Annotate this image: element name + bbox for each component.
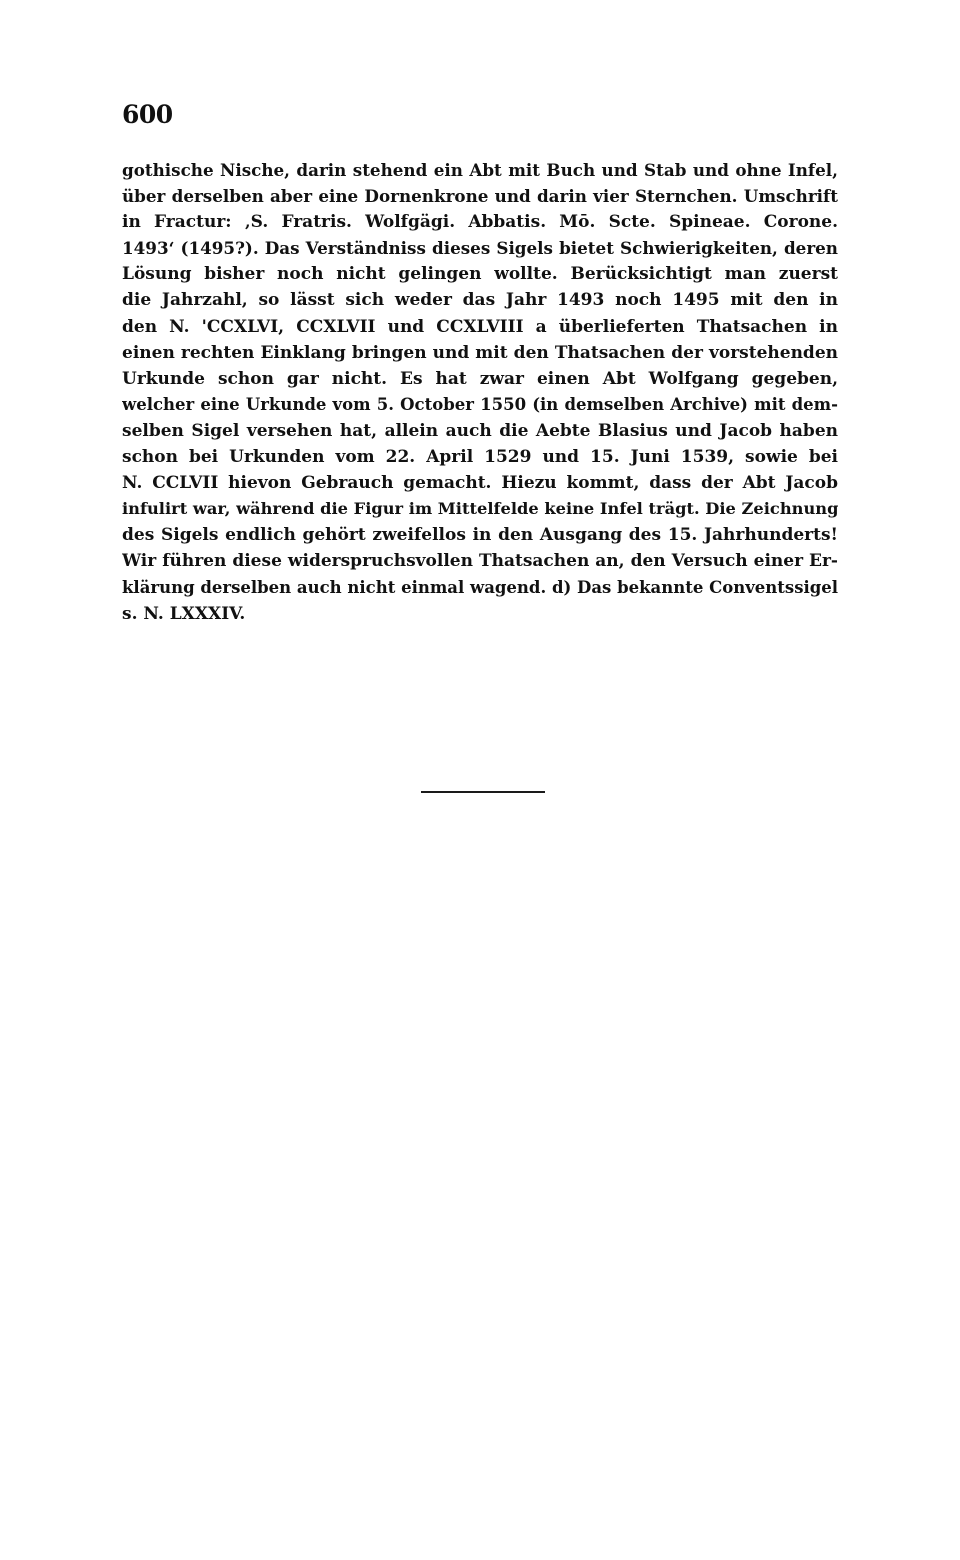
text-line: gothische Nische, darin stehend ein Abt mit Buch und Stab und ohne Infel, — [122, 160, 838, 180]
text-line: einen rechten Einklang bringen und mit den Thatsachen der vorstehenden — [122, 342, 838, 363]
page-number: 600 — [122, 100, 173, 129]
body-text — [122, 157, 838, 627]
text-line: des Sigels endlich gehört zweifellos in den Ausgang des 15. Jahrhunderts! — [122, 525, 838, 546]
text-line: welcher eine Urkunde vom 5. October 1550 (in demselben Archive) mit dem- — [122, 394, 838, 414]
text-line: s. N. LXXXIV. — [122, 603, 246, 624]
text-line: N. CCLVII hievon Gebrauch gemacht. Hiezu kommt, dass der Abt Jacob — [122, 473, 838, 494]
text-line: infulirt war, während die Figur im Mittelfelde keine Infel trägt. Die Zeichnung — [122, 499, 838, 519]
text-line: den N. 'CCXLVI, CCXLVII und CCXLVIII a überlieferten Thatsachen in — [122, 316, 838, 337]
text-line: Lösung bisher noch nicht gelingen wollte. Berücksichtigt man zuerst — [122, 264, 838, 285]
text-line: die Jahrzahl, so lässt sich weder das Jahr 1493 noch 1495 mit den in — [122, 290, 838, 311]
section-divider — [421, 791, 545, 793]
text-line: schon bei Urkunden vom 22. April 1529 und 15. Juni 1539, sowie bei — [122, 447, 838, 468]
text-line: selben Sigel versehen hat, allein auch die Aebte Blasius und Jacob haben — [122, 420, 838, 441]
text-line: 1493‘ (1495?). Das Verständniss dieses Sigels bietet Schwierigkeiten, deren — [122, 238, 838, 259]
text-line: Urkunde schon gar nicht. Es hat zwar einen Abt Wolfgang gegeben, — [122, 368, 838, 389]
text-line: klärung derselben auch nicht einmal wagend. d) Das bekannte Conventssigel — [122, 577, 838, 597]
text-line: Wir führen diese widerspruchsvollen Thatsachen an, den Versuch einer Er- — [122, 551, 838, 572]
text-line: über derselben aber eine Dornenkrone und darin vier Sternchen. Umschrift — [122, 186, 838, 207]
text-line: in Fractur: ‚S. Fratris. Wolfgägi. Abbatis. Mō. Scte. Spineae. Corone. — [122, 212, 838, 233]
